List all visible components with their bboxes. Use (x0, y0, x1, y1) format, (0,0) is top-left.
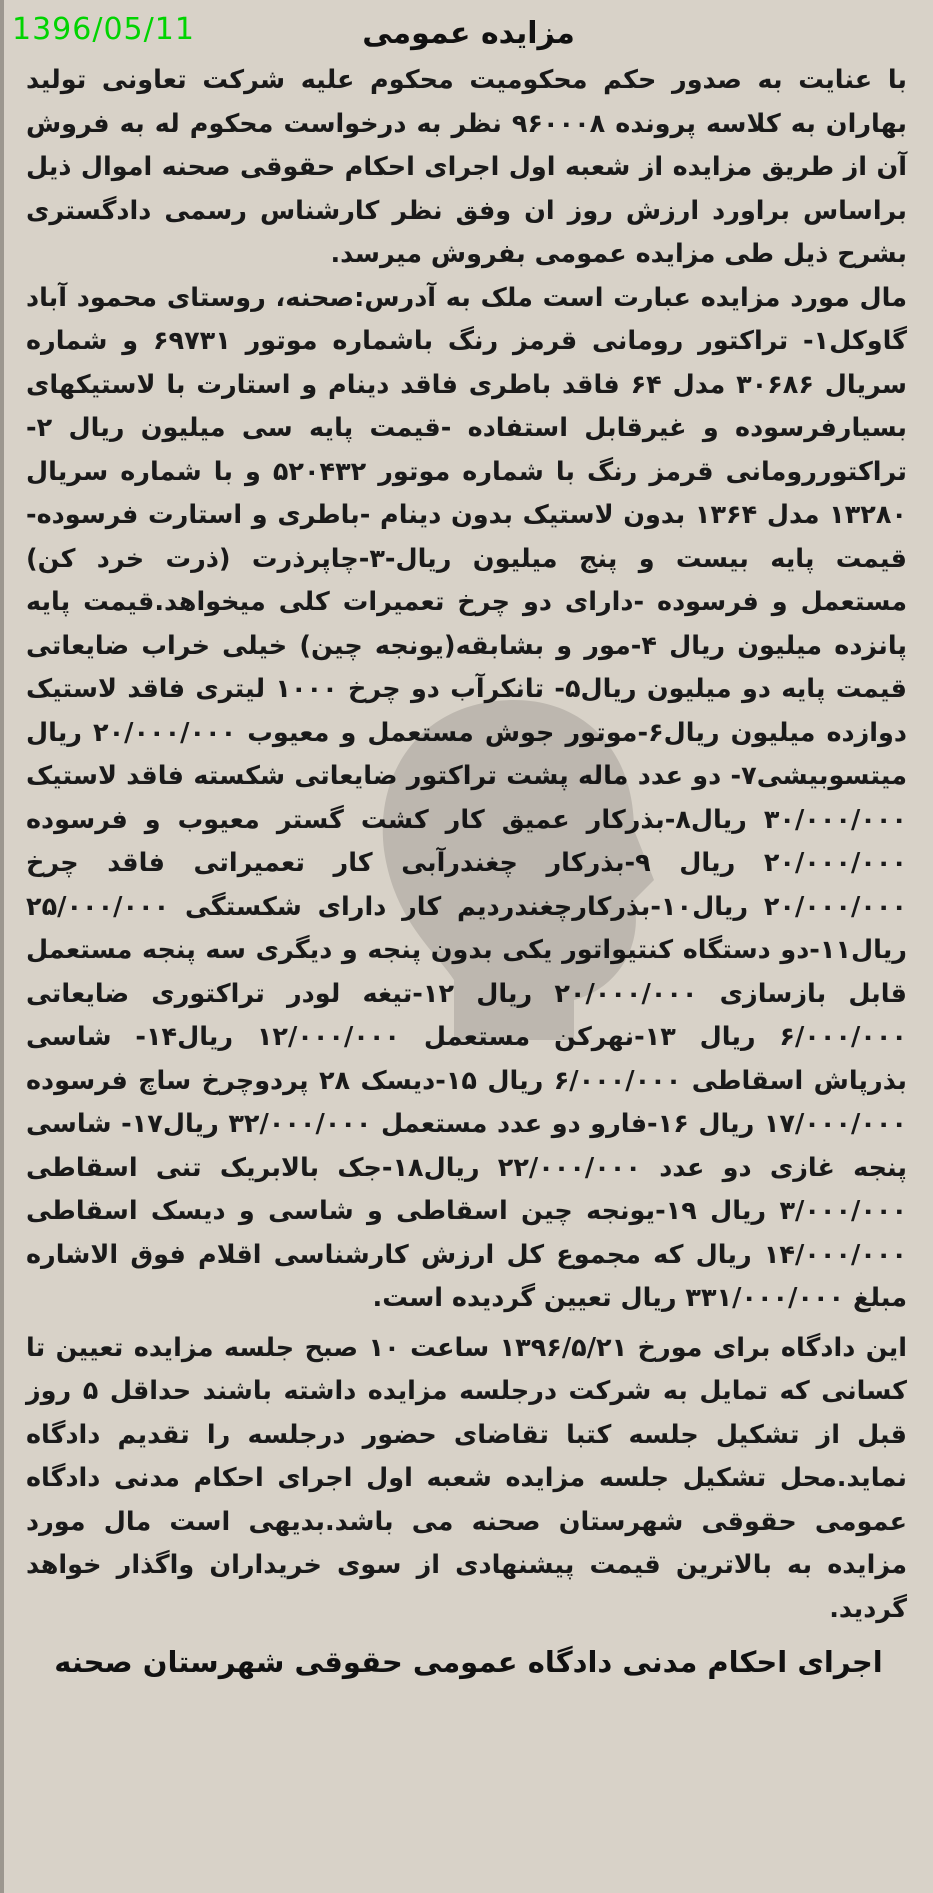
date-stamp: 1396/05/11 (12, 12, 195, 47)
notice-body (4, 51, 933, 1631)
notice-title: مزایده عمومی (362, 16, 575, 51)
paragraph-intro: با عنایت به صدور حکم محکومیت محکوم علیه شرکت تعاونی تولید بهاران به کلاسه پرونده ۹۶۰۰۰۸ نظر به درخواست محکوم له به فروش آن از طریق مزایده از شعبه اول اجرای احکام حقوقی صحنه اموال ذیل براساس براورد ارزش روز ان وفق نظر کارشناس رسمی دادگستری بشرح ذیل طی مزایده عمومی بفروش میرسد. (26, 65, 907, 269)
issuer-signature: اجرای احکام مدنی دادگاه عمومی حقوقی شهرستان صحنه (54, 1645, 883, 1679)
paragraph-session: این دادگاه برای مورخ ۱۳۹۶/۵/۲۱ ساعت ۱۰ صبح جلسه مزایده تعیین تا کسانی که تمایل به شرکت درجلسه مزایده داشته باشند حداقل ۵ روز قبل از تشکیل جلسه کتبا تقاضای حضور درجلسه را تقدیم دادگاه نماید.محل تشکیل جلسه مزایده شعبه اول اجرای احکام مدنی دادگاه عمومی حقوقی شهرستان صحنه می باشد.بدیهی است مال مورد مزایده به بالاترین قیمت پیشنهادی از سوی خریداران واگذار خواهد گردید. (26, 1332, 907, 1624)
paragraph-items: مال مورد مزایده عبارت است ملک به آدرس:صحنه، روستای محمود آباد گاوکل۱- تراکتور رومانی قرمز رنگ باشماره موتور ۶۹۷۳۱ و شماره سریال ۳۰۶۸۶ مدل ۶۴ فاقد باطری فاقد دینام و استارت با لاستیکهای بسیارفرسوده و غیرقابل استفاده -قیمت پایه سی میلیون ریال ۲- تراکتوررومانی قرمز رنگ با شماره موتور ۵۲۰۴۳۲ و با شماره سریال ۱۳۲۸۰ مدل ۱۳۶۴ بدون لاستیک بدون دینام -باطری و استارت فرسوده-قیمت پایه بیست و پنج میلیون ریال-۳-چاپرذرت (ذرت خرد کن) مستعمل و فرسوده -دارای دو چرخ تعمیرات کلی میخواهد.قیمت پایه پانزده میلیون ریال ۴-مور و بشابقه(یونجه چین) خیلی خراب ضایعاتی قیمت پایه دو میلیون ریال۵- تانکرآب دو چرخ ۱۰۰۰ لیتری فاقد لاستیک دوازده میلیون ریال۶-موتور جوش مستعمل و معیوب ۲۰/۰۰۰/۰۰۰ ریال میتسوبیشی۷- دو عدد ماله پشت تراکتور ضایعاتی شکسته فاقد لاستیک ۳۰/۰۰۰/۰۰۰ ریال۸-بذرکار عمیق کار کشت گستر معیوب و فرسوده ۲۰/۰۰۰/۰۰۰ ریال ۹-بذرکار چغندرآبی کار تعمیراتی فاقد چرخ ۲۰/۰۰۰/۰۰۰ ریال۱۰-بذرکارچغندردیم کار دارای شکستگی ۲۵/۰۰۰/۰۰۰ ریال۱۱-دو دستگاه کنتیواتور یکی بدون پنجه و دیگری سه پنجه مستعمل قابل بازسازی ۲۰/۰۰۰/۰۰۰ ریال ۱۲-تیغه لودر تراکتوری ضایعاتی ۶/۰۰۰/۰۰۰ ریال ۱۳-نهرکن مستعمل ۱۲/۰۰۰/۰۰۰ ریال۱۴- شاسی بذرپاش اسقاطی ۶/۰۰۰/۰۰۰ ریال ۱۵-دیسک ۲۸ پردوچرخ ساچ فرسوده ۱۷/۰۰۰/۰۰۰ ریال ۱۶-فارو دو عدد مستعمل ۳۲/۰۰۰/۰۰۰ ریال۱۷- شاسی پنجه غازی دو عدد ۲۲/۰۰۰/۰۰۰ ریال۱۸-جک بالابریک تنی اسقاطی ۳/۰۰۰/۰۰۰ ریال ۱۹-یونجه چین اسقاطی و شاسی و دیسک اسقاطی ۱۴/۰۰۰/۰۰۰ ریال که مجموع کل ارزش کارشناسی اقلام فوق الاشاره مبلغ ۳۳۱/۰۰۰/۰۰۰ ریال تعیین گردیده است. (26, 282, 908, 1313)
